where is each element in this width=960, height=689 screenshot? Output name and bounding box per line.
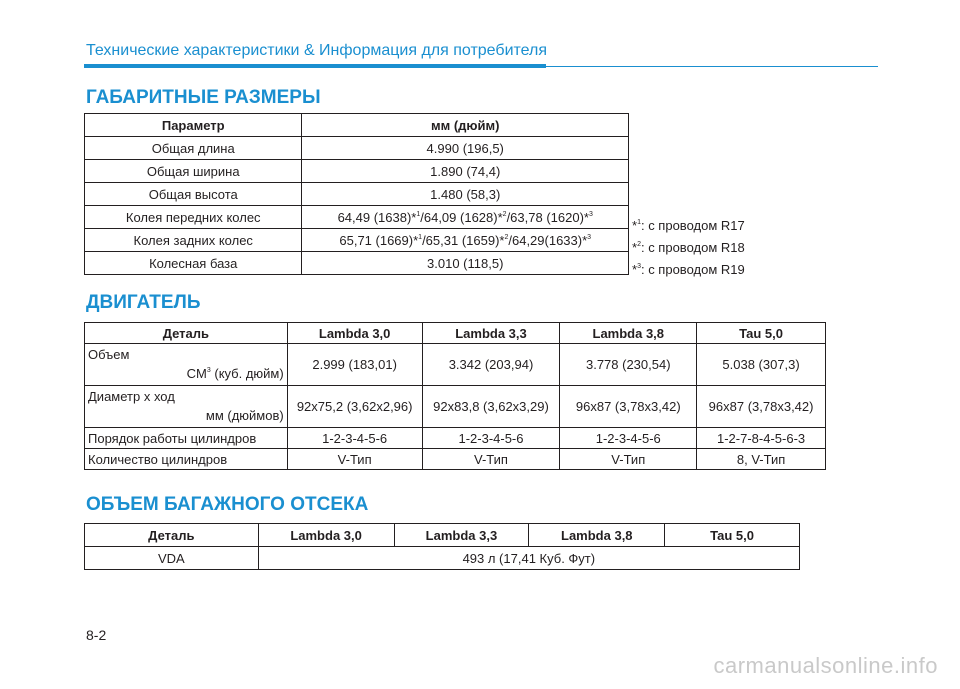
- header-cell: Параметр: [85, 114, 302, 137]
- param-cell: Общая длина: [85, 137, 302, 160]
- value-cell: 96x87 (3,78x3,42): [560, 386, 697, 428]
- value-cell: 1-2-3-4-5-6: [422, 428, 560, 449]
- value-cell: 1.480 (58,3): [302, 183, 629, 206]
- table-row: [85, 344, 826, 386]
- value-part: /64,09 (1628)*: [420, 209, 503, 225]
- header-cell: мм (дюйм): [302, 114, 629, 137]
- trunk-table: [84, 523, 800, 570]
- value-cell: V-Тип: [422, 449, 560, 470]
- header-cell: Lambda 3,8: [529, 524, 665, 547]
- footnote-asterisk: *: [632, 218, 638, 233]
- value-cell: 3.010 (118,5): [302, 252, 629, 275]
- value-cell: [302, 229, 629, 252]
- page-number: 8-2: [86, 627, 107, 643]
- value-part: /64,29(1633)*: [508, 232, 588, 248]
- value-cell: 1-2-3-4-5-6: [560, 428, 697, 449]
- footnote-mark: 3: [588, 210, 593, 218]
- table-row: [85, 206, 629, 229]
- footnote-text: : с проводом R17: [640, 218, 745, 233]
- param-cell: [85, 344, 288, 386]
- value-cell: [302, 206, 629, 229]
- value-part: /63,78 (1620)*: [506, 209, 589, 225]
- footnote-mark: 2: [502, 210, 507, 218]
- header-cell: Lambda 3,8: [560, 323, 697, 344]
- value-cell: 2.999 (183,01): [287, 344, 422, 386]
- param-unit: [187, 366, 284, 381]
- table-header-row: [85, 524, 800, 547]
- header-title: Технические характеристики & Информация для потребителя: [86, 42, 548, 59]
- header-cell: Lambda 3,3: [422, 323, 560, 344]
- param-cell: Колея передних колес: [85, 206, 302, 229]
- value-part: 64,49 (1638)*: [337, 209, 417, 225]
- trunk-section-title: ОБЪЕМ БАГАЖНОГО ОТСЕКА: [86, 494, 369, 515]
- footnote-mark: 3: [587, 233, 592, 241]
- engine-section-title: ДВИГАТЕЛЬ: [86, 292, 201, 313]
- value-cell: 493 л (17,41 Куб. Фут): [258, 547, 799, 570]
- value-cell: 5.038 (307,3): [697, 344, 826, 386]
- dimensions-table: [84, 113, 629, 275]
- value-cell: 92x83,8 (3,62x3,29): [422, 386, 560, 428]
- unit-text: CM: [186, 366, 207, 381]
- header-rule: [84, 64, 546, 68]
- table-row: [85, 183, 629, 206]
- param-cell: Колесная база: [85, 252, 302, 275]
- footnote-asterisk: *: [632, 262, 638, 277]
- value-cell: 1-2-7-8-4-5-6-3: [697, 428, 826, 449]
- param-cell: [85, 386, 288, 428]
- dimensions-section-title: ГАБАРИТНЫЕ РАЗМЕРЫ: [86, 87, 321, 108]
- param-cell: Количество цилиндров: [85, 449, 288, 470]
- table-row: [85, 547, 800, 570]
- footnote-mark: 1: [416, 210, 421, 218]
- footnote-asterisk: *: [632, 240, 638, 255]
- table-row: [85, 386, 826, 428]
- param-label: Диаметр x ход: [88, 389, 175, 404]
- table-row: [85, 229, 629, 252]
- value-part: 65,71 (1669)*: [339, 232, 419, 248]
- footnote: [632, 235, 745, 257]
- footnote-number: 1: [637, 219, 641, 226]
- engine-table: [84, 322, 826, 470]
- param-label: Объем: [88, 347, 130, 362]
- value-cell: 8, V-Тип: [697, 449, 826, 470]
- unit-text: (куб. дюйм): [210, 366, 284, 381]
- param-cell: VDA: [85, 547, 259, 570]
- param-cell: Порядок работы цилиндров: [85, 428, 288, 449]
- header-cell: Lambda 3,0: [258, 524, 394, 547]
- value-cell: 1.890 (74,4): [302, 160, 629, 183]
- unit-sup: 3: [206, 367, 211, 374]
- table-row: [85, 428, 826, 449]
- header-cell: Lambda 3,3: [394, 524, 529, 547]
- table-row: [85, 137, 629, 160]
- param-cell: Колея задних колес: [85, 229, 302, 252]
- footnote-mark: 1: [418, 233, 423, 241]
- param-unit: мм (дюймов): [205, 408, 284, 423]
- value-cell: 92x75,2 (3,62x2,96): [287, 386, 422, 428]
- header-rule-thin: [546, 66, 878, 67]
- footnote-text: : с проводом R19: [640, 262, 745, 277]
- header-cell: Tau 5,0: [697, 323, 826, 344]
- value-cell: 96x87 (3,78x3,42): [697, 386, 826, 428]
- param-cell: Общая ширина: [85, 160, 302, 183]
- header-cell: Деталь: [85, 323, 288, 344]
- footnote: [632, 257, 745, 279]
- value-part: /65,31 (1659)*: [422, 232, 505, 248]
- table-row: [85, 160, 629, 183]
- value-cell: 1-2-3-4-5-6: [287, 428, 422, 449]
- table-row: [85, 252, 629, 275]
- table-row: [85, 449, 826, 470]
- value-cell: V-Тип: [287, 449, 422, 470]
- value-cell: 4.990 (196,5): [302, 137, 629, 160]
- watermark: carmanualsonline.info: [713, 653, 938, 678]
- header-cell: Lambda 3,0: [287, 323, 422, 344]
- param-cell: Общая высота: [85, 183, 302, 206]
- footnote-text: : с проводом R18: [640, 240, 745, 255]
- table-header-row: [85, 323, 826, 344]
- header-cell: Деталь: [85, 524, 259, 547]
- table-header-row: [85, 114, 629, 137]
- footnote-mark: 2: [504, 233, 509, 241]
- value-cell: V-Тип: [560, 449, 697, 470]
- footnote-number: 3: [637, 263, 641, 270]
- footnotes: [632, 213, 745, 279]
- footnote: [632, 213, 745, 235]
- header-cell: Tau 5,0: [665, 524, 800, 547]
- value-cell: 3.778 (230,54): [560, 344, 697, 386]
- value-cell: 3.342 (203,94): [422, 344, 560, 386]
- footnote-number: 2: [637, 241, 641, 248]
